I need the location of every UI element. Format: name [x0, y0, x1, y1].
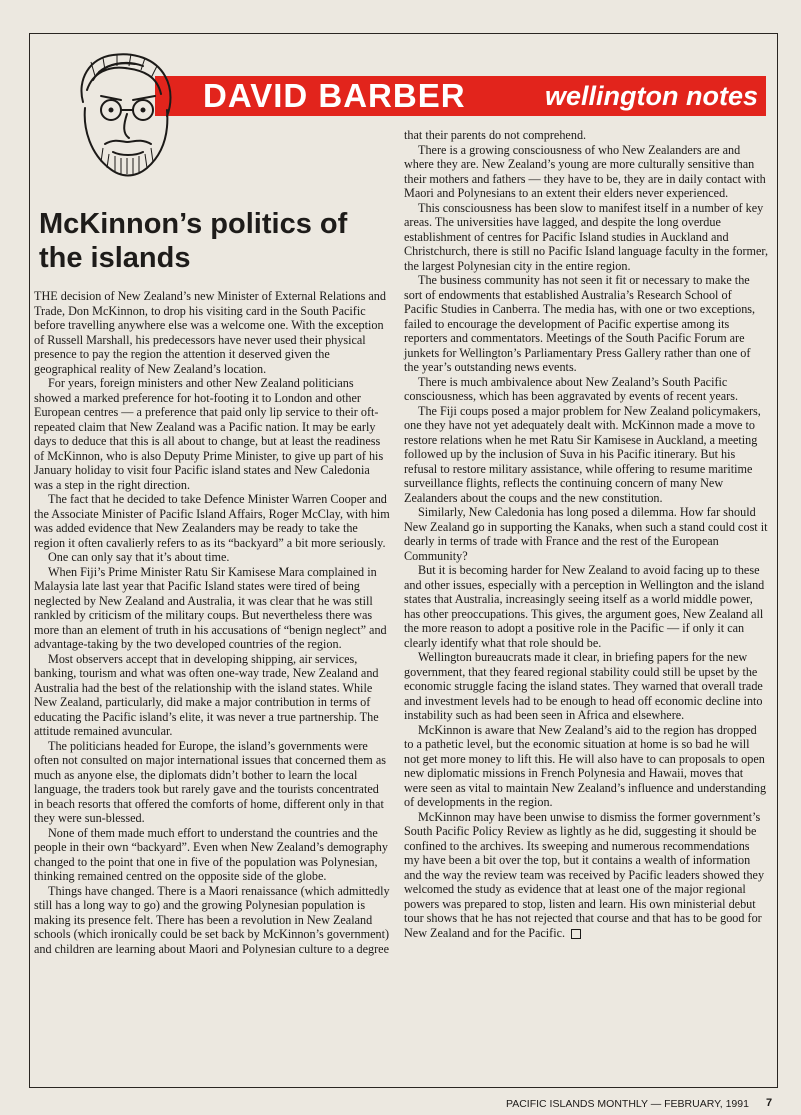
paragraph: Things have changed. There is a Maori renaissance (which admittedly still has a long way to go) and the growing Polynesian population is making its presence felt. There has been a revolution in New Zealand schools (which ironically could be set back by McKinnon’s government) and children are learning about Maori and Polynesian culture to a degree — [34, 883, 390, 956]
paragraph: When Fiji’s Prime Minister Ratu Sir Kamisese Mara complained in Malaysia late last year that Pacific Island states were tired of being neglected by New Zealand and Australia, it was clear that he was still rankled by criticism of the military coups. But nevertheless there was more than an element of truth in his accusations of “benign neglect” and advantage-taking by the two developed countries of the region. — [34, 564, 387, 651]
paragraph: For years, foreign ministers and other New Zealand politicians showed a marked preference for hot-footing it to London and other European centres — a preference that paid only lip service to their oft-repeated claim that New Zealand was a Pacific nation. It may be early days to deduce that this is all about to change, but at least the readiness of McKinnon, who is also Deputy Prime Minister, to give up part of his January holiday to visit four Pacific island states and New Caledonia was a step in the right direction. — [34, 376, 384, 492]
paragraph: But it is becoming harder for New Zealand to avoid facing up to these and other issues, especially with a perception in Wellington and the island states that Australia, increasingly seeing itself as a world middle power, has other preoccupations. This gives, the argument goes, New Zealand all the more reason to adopt a positive role in the Pacific — if only it can clearly identify what that role should be. — [404, 563, 765, 650]
article-column-left — [34, 289, 390, 956]
paragraph: that their parents do not comprehend. — [404, 128, 587, 142]
column-name: wellington notes — [545, 81, 758, 111]
paragraph: The fact that he decided to take Defence Minister Warren Cooper and the Associate Minister of Pacific Island Affairs, Roger McClay, with him was added evidence that New Zealanders may be ready to take the region it often cavalierly refers to as its “backyard” a bit more seriously. — [34, 492, 390, 550]
paragraph: This consciousness has been slow to manifest itself in a number of key areas. The universities have lagged, and despite the long overdue establishment of centres for Pacific Island studies in Auckland and Christchurch, there is still no Pacific Island language faculty in the former, the largest Polynesian city in the entire region. — [404, 200, 769, 273]
footer-publication: PACIFIC ISLANDS MONTHLY — FEBRUARY, 1991 — [506, 1098, 749, 1110]
paragraph: None of them made much effort to understand the countries and the people in their own “backyard”. Even when New Zealand’s demography changed to the point that one in five of the population was Polynesian, thinking remained centred on the opposite side of the globe. — [34, 825, 388, 883]
paragraph: Wellington bureaucrats made it clear, in briefing papers for the new government, that they feared regional stability could still be upset by the economic struggle facing the island states. They warned that overall trade and investment levels had to be enough to head off economic decline into instability such as had been seen in Africa and elsewhere. — [404, 650, 763, 722]
paragraph: The Fiji coups posed a major problem for New Zealand policymakers, one they have not yet adequately dealt with. McKinnon made a move to restore relations when he met Ratu Sir Kamisese in Auckland, a meeting followed up by the inclusion of Suva in his Pacific itinerary. But his refusal to restore military assistance, while offering to resume maritime surveillance flights, reflects the continuing concern of many New Zealanders about the coups and the new constitution. — [404, 403, 761, 505]
paragraph: The business community has not seen it fit or necessary to make the sort of endowments that established Australia’s Research School of Pacific Studies in Canberra. The media has, with one or two exceptions, failed to encourage the development of Pacific expertise among its reporters and commentators. Meetings of the South Pacific Forum are junkets for Wellington’s Parliamentary Press Gallery rather than one of the year’s outstanding news events. — [404, 273, 756, 374]
paragraph-text: McKinnon may have been unwise to dismiss the former government’s South Pacific Policy Review as lightly as he did, suggesting it should be confined to the archives. Its sweeping and numerous recommendations my have been a bit over the top, but it contains a wealth of information and the way the review team was received by Pacific leaders showed they welcomed the study as evidence that at least one of the major regional powers was prepared to stop, listen and learn. His own ministerial debut tour shows that he has not rejected that course and that has to be good for New Zealand and for the Pacific. — [404, 809, 765, 940]
article-headline: McKinnon’s politics of the islands — [39, 208, 348, 274]
paragraph: There is much ambivalence about New Zealand’s South Pacific consciousness, which has been aggravated by events of recent years. — [404, 374, 739, 403]
paragraph: One can only say that it’s about time. — [48, 550, 230, 564]
paragraph-final — [404, 810, 768, 941]
paragraph: THE decision of New Zealand’s new Minister of External Relations and Trade, Don McKinnon, to drop his visiting card in the South Pacific before travelling anywhere else was a welcome one. With the exception of Russell Marshall, his predecessors have never used their physical presence to pay the region the attention it deserved given the geographical reality of New Zealand’s location. — [34, 289, 386, 376]
paragraph: The politicians headed for Europe, the island’s governments were often not consulted on major international issues that concerned them as much as anyone else, the diplomats didn’t bother to learn the local language, the traders took but rarely gave and the tourists concentrated in beach resorts that offered the comforts of home, different only in that they were sun-blessed. — [34, 738, 386, 825]
column-banner — [155, 76, 766, 116]
paragraph: McKinnon is aware that New Zealand’s aid to the region has dropped to a pathetic level, but the economic situation at home is so bad he will not get more money to lift this. He will also have to can proposals to open new diplomatic missions in French Polynesia and Hawaii, moves that were seen as vital to maintain New Zealand’s influence and understanding of developments in the region. — [404, 722, 767, 809]
article-column-right — [404, 128, 768, 940]
page-number: 7 — [766, 1097, 773, 1109]
paragraph: There is a growing consciousness of who New Zealanders are and where they are. New Zealand’s young are more culturally sensitive than their mothers and fathers — they have to be, they are in daily contact with Maori and Polynesians to an extent their elders never experienced. — [404, 142, 766, 200]
paragraph: Similarly, New Caledonia has long posed a dilemma. How far should New Zealand go in supporting the Kanaks, when such a stand could cost it dearly in terms of trade with France and the rest of the European Community? — [404, 505, 768, 563]
author-name: DAVID BARBER — [203, 77, 466, 114]
author-caricature — [73, 50, 177, 182]
end-of-article-icon — [571, 929, 581, 939]
paragraph: Most observers accept that in developing shipping, air services, banking, tourism and what was often one-way trade, New Zealand and Australia had the best of the relationship with the island states. While New Zealand, particularly, did make a major contribution in terms of educating the Pacific island’s elite, it was never a true partnership. The attitude remained avuncular. — [34, 651, 379, 738]
